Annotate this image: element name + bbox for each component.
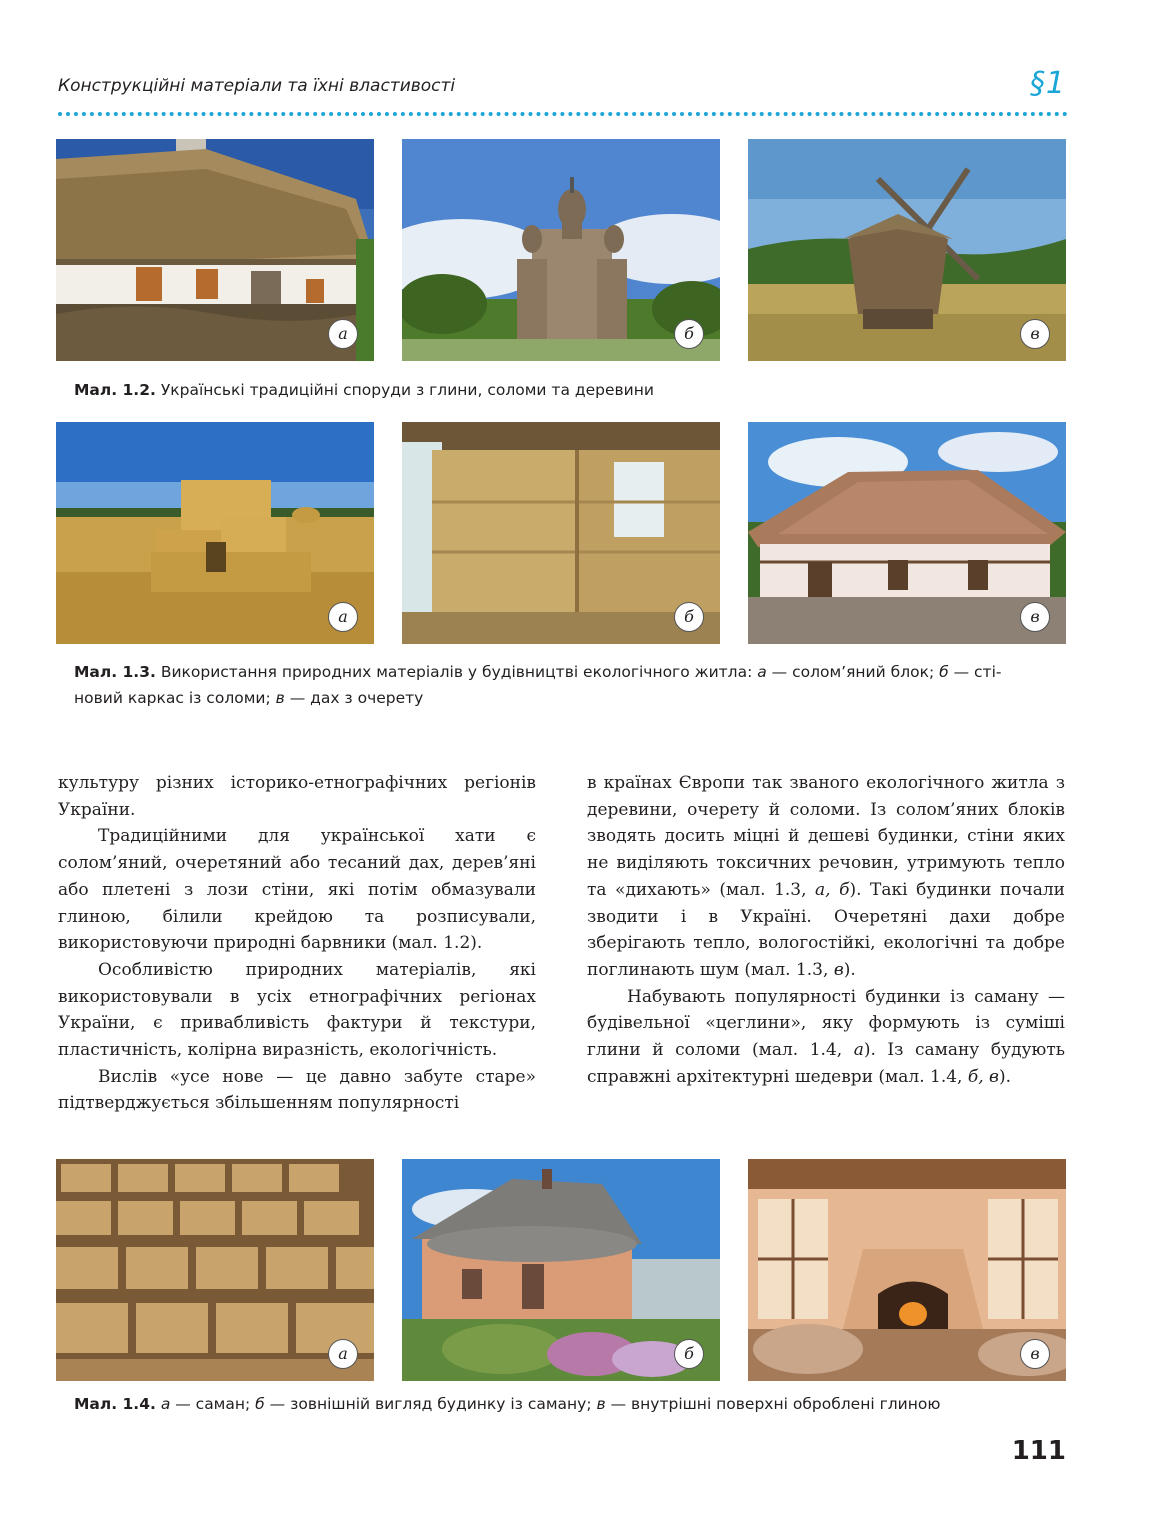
text-italic: в	[833, 959, 844, 980]
photo-letter: а	[328, 602, 358, 632]
photo-clay-interior	[748, 1159, 1066, 1381]
photo-adobe-house	[402, 1159, 720, 1381]
paragraph: Традиційними для української хати є солом’яний, очеретяний або тесаний дах, дерев’яні або плетені з лози стіни, які потім обмазували глиною, білили крейдою та розписували, використовуючи природні барвники (мал. 1.2).	[58, 826, 536, 954]
caption-letter: а	[160, 1395, 171, 1413]
text-span: ). Такі будинки почали зводити і в Україні. Очеретяні дахи добре зберігають тепло, вологостійкі, екологічні та добре поглинають шум (мал. 1.3,	[587, 879, 1065, 980]
paragraph: Особливістю природних матеріалів, які використовували в усіх етнографічних регіонах України, є привабливість фактури й текстури, пластичність, колірна виразність, екологічність.	[58, 959, 536, 1061]
photo-straw-wall-frame	[402, 422, 720, 644]
section-mark: §1	[1029, 66, 1066, 101]
photo-letter: а	[328, 319, 358, 349]
figure-label: Мал. 1.2.	[74, 381, 156, 399]
photo-letter: а	[328, 1339, 358, 1369]
photo-thatched-hut	[56, 139, 374, 361]
photo-adobe-bricks	[56, 1159, 374, 1381]
figure-text: Українські традиційні споруди з глини, соломи та деревини	[160, 381, 654, 399]
caption-text: — внутрішні поверхні оброблені глиною	[605, 1395, 941, 1413]
caption-line	[74, 659, 1064, 685]
caption-text: — дах з очерету	[284, 689, 424, 707]
photo-letter: б	[674, 319, 704, 349]
caption-text: — сті-	[948, 663, 1002, 681]
dotted-rule	[58, 112, 1068, 116]
paragraph	[587, 984, 1065, 1091]
running-head: Конструкційні матеріали та їхні властивості	[58, 76, 456, 96]
text-italic: а, б	[815, 879, 850, 900]
caption-letter: в	[596, 1395, 606, 1413]
page-number: 111	[1011, 1436, 1066, 1466]
caption-letter: а	[757, 663, 767, 681]
figure-label: Мал. 1.3.	[74, 663, 156, 681]
text-italic: б, в	[967, 1066, 999, 1087]
photo-letter: б	[674, 602, 704, 632]
caption-letter: б	[255, 1395, 265, 1413]
paragraph	[587, 770, 1065, 984]
caption-letter: в	[275, 689, 285, 707]
caption-line	[74, 685, 1064, 711]
text-span: ).	[998, 1066, 1011, 1087]
text-span: ). Із саману будують справжні архітектурні шедеври (мал. 1.4,	[587, 1040, 1065, 1087]
caption-letter: б	[939, 663, 949, 681]
photo-straw-bales	[56, 422, 374, 644]
photo-windmill	[748, 139, 1066, 361]
figure-label: Мал. 1.4.	[74, 1395, 156, 1413]
text-span: ).	[843, 959, 856, 980]
paragraph: Вислів «усе нове — це давно забуте старе» підтверджується збільшенням популярності	[58, 1066, 536, 1114]
text-span: Набувають популярності будинки із саману — будівельної «цеглини», яку формують із суміші глини й соломи (мал. 1.4,	[587, 986, 1065, 1061]
photo-wooden-church	[402, 139, 720, 361]
left-column	[58, 770, 536, 1117]
figure-1-2-caption	[74, 377, 1064, 403]
caption-text: — зовнішній вигляд будинку із саману;	[264, 1395, 597, 1413]
caption-text: — саман;	[170, 1395, 256, 1413]
photo-letter: в	[1020, 602, 1050, 632]
caption-text: Використання природних матеріалів у будівництві екологічного житла:	[160, 663, 758, 681]
caption-text: — солом’яний блок;	[766, 663, 940, 681]
photo-letter: в	[1020, 319, 1050, 349]
figure-1-3-caption	[74, 659, 1064, 711]
figure-1-4-caption	[74, 1391, 1064, 1417]
photo-letter: б	[674, 1339, 704, 1369]
photo-letter: в	[1020, 1339, 1050, 1369]
caption-text: новий каркас із соломи;	[74, 689, 276, 707]
photo-reed-roof-house	[748, 422, 1066, 644]
paragraph: культуру різних історико-етнографічних регіонів України.	[58, 773, 536, 820]
right-column	[587, 770, 1065, 1090]
text-italic: а	[853, 1040, 864, 1061]
text-span: в країнах Європи так званого екологічного житла з деревини, очерету й соломи. Із солом’яних блоків зводять досить міцні й дешеві будинки, стіни яких не виділяють токсичних речовин, утримують тепло та «дихають» (мал. 1.3,	[587, 773, 1065, 900]
